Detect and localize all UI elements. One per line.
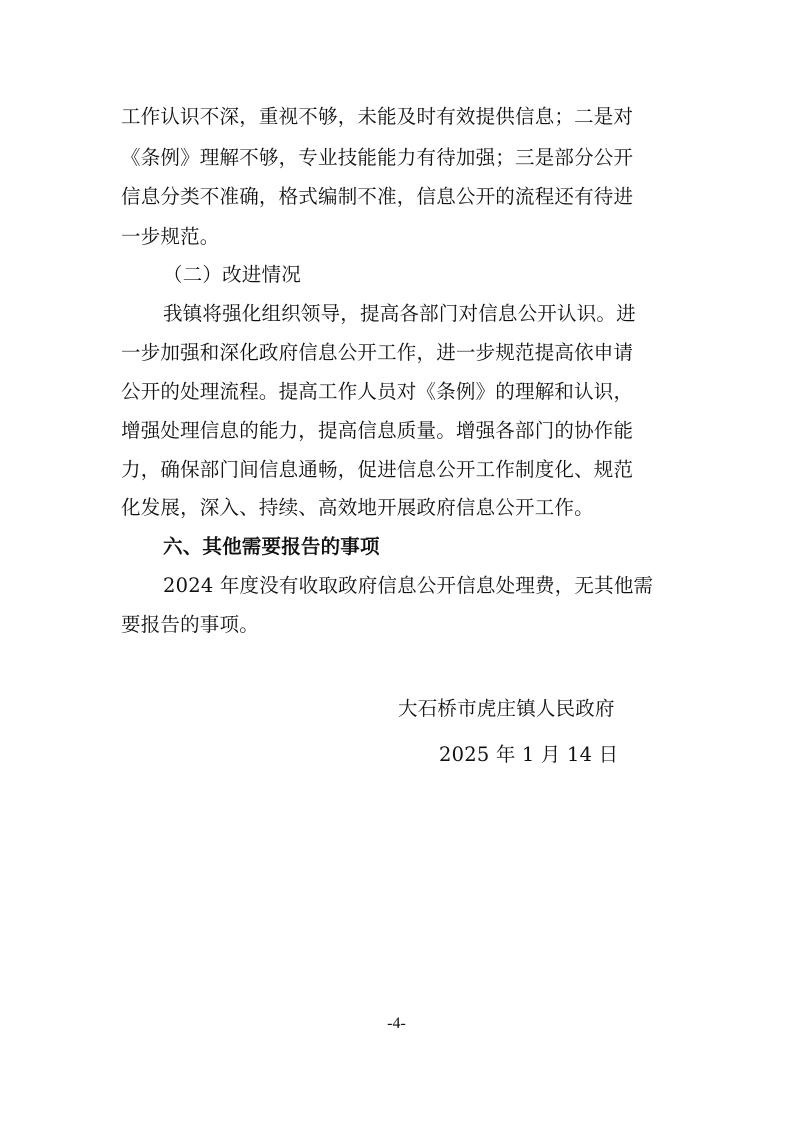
body-line: 一步加强和深化政府信息公开工作，进一步规范提高依申请 bbox=[121, 341, 634, 364]
body-line: 公开的处理流程。提高工作人员对《条例》的理解和认识， bbox=[121, 380, 634, 403]
section-subheading: （二）改进情况 bbox=[163, 263, 301, 286]
signature-date: 2025 年 1 月 14 日 bbox=[439, 743, 619, 766]
body-line: 2024 年度没有收取政府信息公开信息处理费，无其他需 bbox=[163, 574, 654, 597]
body-line: 化发展，深入、持续、高效地开展政府信息公开工作。 bbox=[121, 496, 594, 519]
section-heading: 六、其他需要报告的事项 bbox=[163, 535, 380, 558]
body-line: 一步规范。 bbox=[121, 225, 220, 248]
body-line: 《条例》理解不够，专业技能能力有待加强；三是部分公开 bbox=[121, 146, 634, 169]
body-line: 要报告的事项。 bbox=[121, 613, 259, 636]
body-line: 增强处理信息的能力，提高信息质量。增强各部门的协作能 bbox=[121, 419, 634, 442]
page-number: -4- bbox=[387, 1015, 406, 1032]
signature-organization: 大石桥市虎庄镇人民政府 bbox=[398, 697, 615, 720]
body-line: 工作认识不深，重视不够，未能及时有效提供信息；二是对 bbox=[121, 105, 634, 128]
body-line: 信息分类不准确，格式编制不准，信息公开的流程还有待进 bbox=[121, 185, 634, 208]
body-line: 我镇将强化组织领导，提高各部门对信息公开认识。进 bbox=[163, 302, 636, 325]
body-line: 力，确保部门间信息通畅，促进信息公开工作制度化、规范 bbox=[121, 458, 634, 481]
